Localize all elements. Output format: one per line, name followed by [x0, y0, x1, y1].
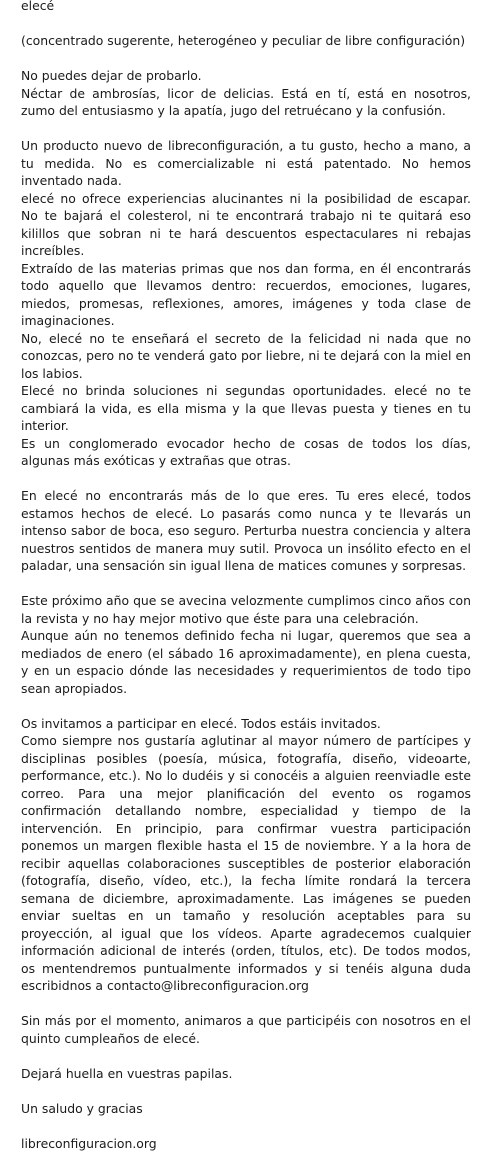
doc-title: elecé	[21, 0, 55, 13]
intro-line: Néctar de ambrosías, licor de delicias. Está en tí, está en nosotros, zumo del entusiasmo y la apatía, jugo del retruécano y la confusión.	[21, 85, 471, 118]
product-line: Elecé no brinda soluciones ni segundas oportunidades. elecé no te cambiará la vida, es ella misma y la que llevas puesta y tienes en tu interior.	[21, 383, 471, 433]
intro-line: No puedes dejar de probarlo.	[21, 68, 202, 83]
intro-paragraph	[21, 67, 471, 120]
closing-paragraph: Sin más por el momento, animaros a que participéis con nosotros en el quinto cumpleaños de elecé.	[21, 1013, 471, 1046]
product-line: Un producto nuevo de libreconfiguración, a tu gusto, hecho a mano, a tu medida. No es comercializable ni está patentado. No hemos inventado nada.	[21, 138, 471, 188]
product-paragraph	[21, 137, 471, 470]
tagline: Dejará huella en vuestras papilas.	[21, 1065, 233, 1081]
product-line: elecé no ofrece experiencias alucinantes ni la posibilidad de escapar. No te bajará el colesterol, ni te encontrará trabajo ni te quitará eso kilillos que sobran ni te hará descuentos espectaculares ni rebajas increíbles.	[21, 190, 471, 258]
celebration-line: Este próximo año que se avecina velozmente cumplimos cinco años con la revista y no hay mejor motivo que éste para una celebración.	[21, 593, 471, 626]
invitation-line: Como siempre nos gustaría aglutinar al mayor número de partícipes y disciplinas posibles (poesía, música, fotografía, diseño, videoarte, performance, etc.). No lo dudéis y si conocéis a alguien reenviadle este correo. Para una mejor planificación del evento os rogamos confirmación detallando nombre, especialidad y tiempo de la intervención. En principio, para confirmar vuestra participación ponemos un margen flexible hasta el 15 de noviembre. Y a la hora de recibir aquellas colaboraciones susceptibles de posterior elaboración (fotografía, diseño, vídeo, etc.), la fecha límite rondará la tercera semana de diciembre, aproximadamente. Las imágenes se pueden enviar sueltas en un tamaño y resolución aceptables para su proyección, al igual que los vídeos. Aparte agradecemos cualquier información adicional de interés (orden, títulos, etc). De todos modos, os mentendremos puntualmente informados y si tenéis alguna duda escribidnos a contacto@libreconfiguracion.org	[21, 733, 471, 993]
doc-subtitle: (concentrado sugerente, heterogéneo y peculiar de libre configuración)	[21, 33, 466, 48]
invitation-line: Os invitamos a participar en elecé. Todos estáis invitados.	[21, 715, 381, 731]
product-line: Extraído de las materias primas que nos dan forma, en él encontrarás todo aquello que llevamos dentro: recuerdos, emociones, lugares, miedos, promesas, reflexiones, amores, imágenes y toda clase de imaginaciones.	[21, 260, 471, 328]
greeting: Un saludo y gracias	[21, 1100, 143, 1116]
celebration-paragraph	[21, 592, 471, 697]
document-body	[21, 0, 471, 1170]
celebration-line: Aunque aún no tenemos definido fecha ni lugar, queremos que sea a mediados de enero (el sábado 16 aproximadamente), en plena cuesta, y en un espacio dónde las necesidades y requerimientos de todo tipo sean apropiados.	[21, 628, 471, 696]
invitation-paragraph	[21, 715, 471, 995]
product-line: No, elecé no te enseñará el secreto de la felicidad ni nada que no conozcas, pero no te venderá gato por liebre, ni te dejará con la miel en los labios.	[21, 330, 471, 381]
you-paragraph: En elecé no encontrarás más de lo que eres. Tu eres elecé, todos estamos hechos de elecé. Lo pasarás como nunca y te llevarás un intenso sabor de boca, eso seguro. Perturba nuestra conciencia y altera nuestros sentidos de manera muy sutil. Provoca un insólito efecto en el paladar, una sensación sin igual llena de matices comunes y sorpresas.	[21, 488, 471, 573]
website-link[interactable]: libreconfiguracion.org	[21, 1135, 157, 1151]
product-line: Es un conglomerado evocador hecho de cosas de todos los días, algunas más exóticas y extrañas que otras.	[21, 435, 471, 468]
